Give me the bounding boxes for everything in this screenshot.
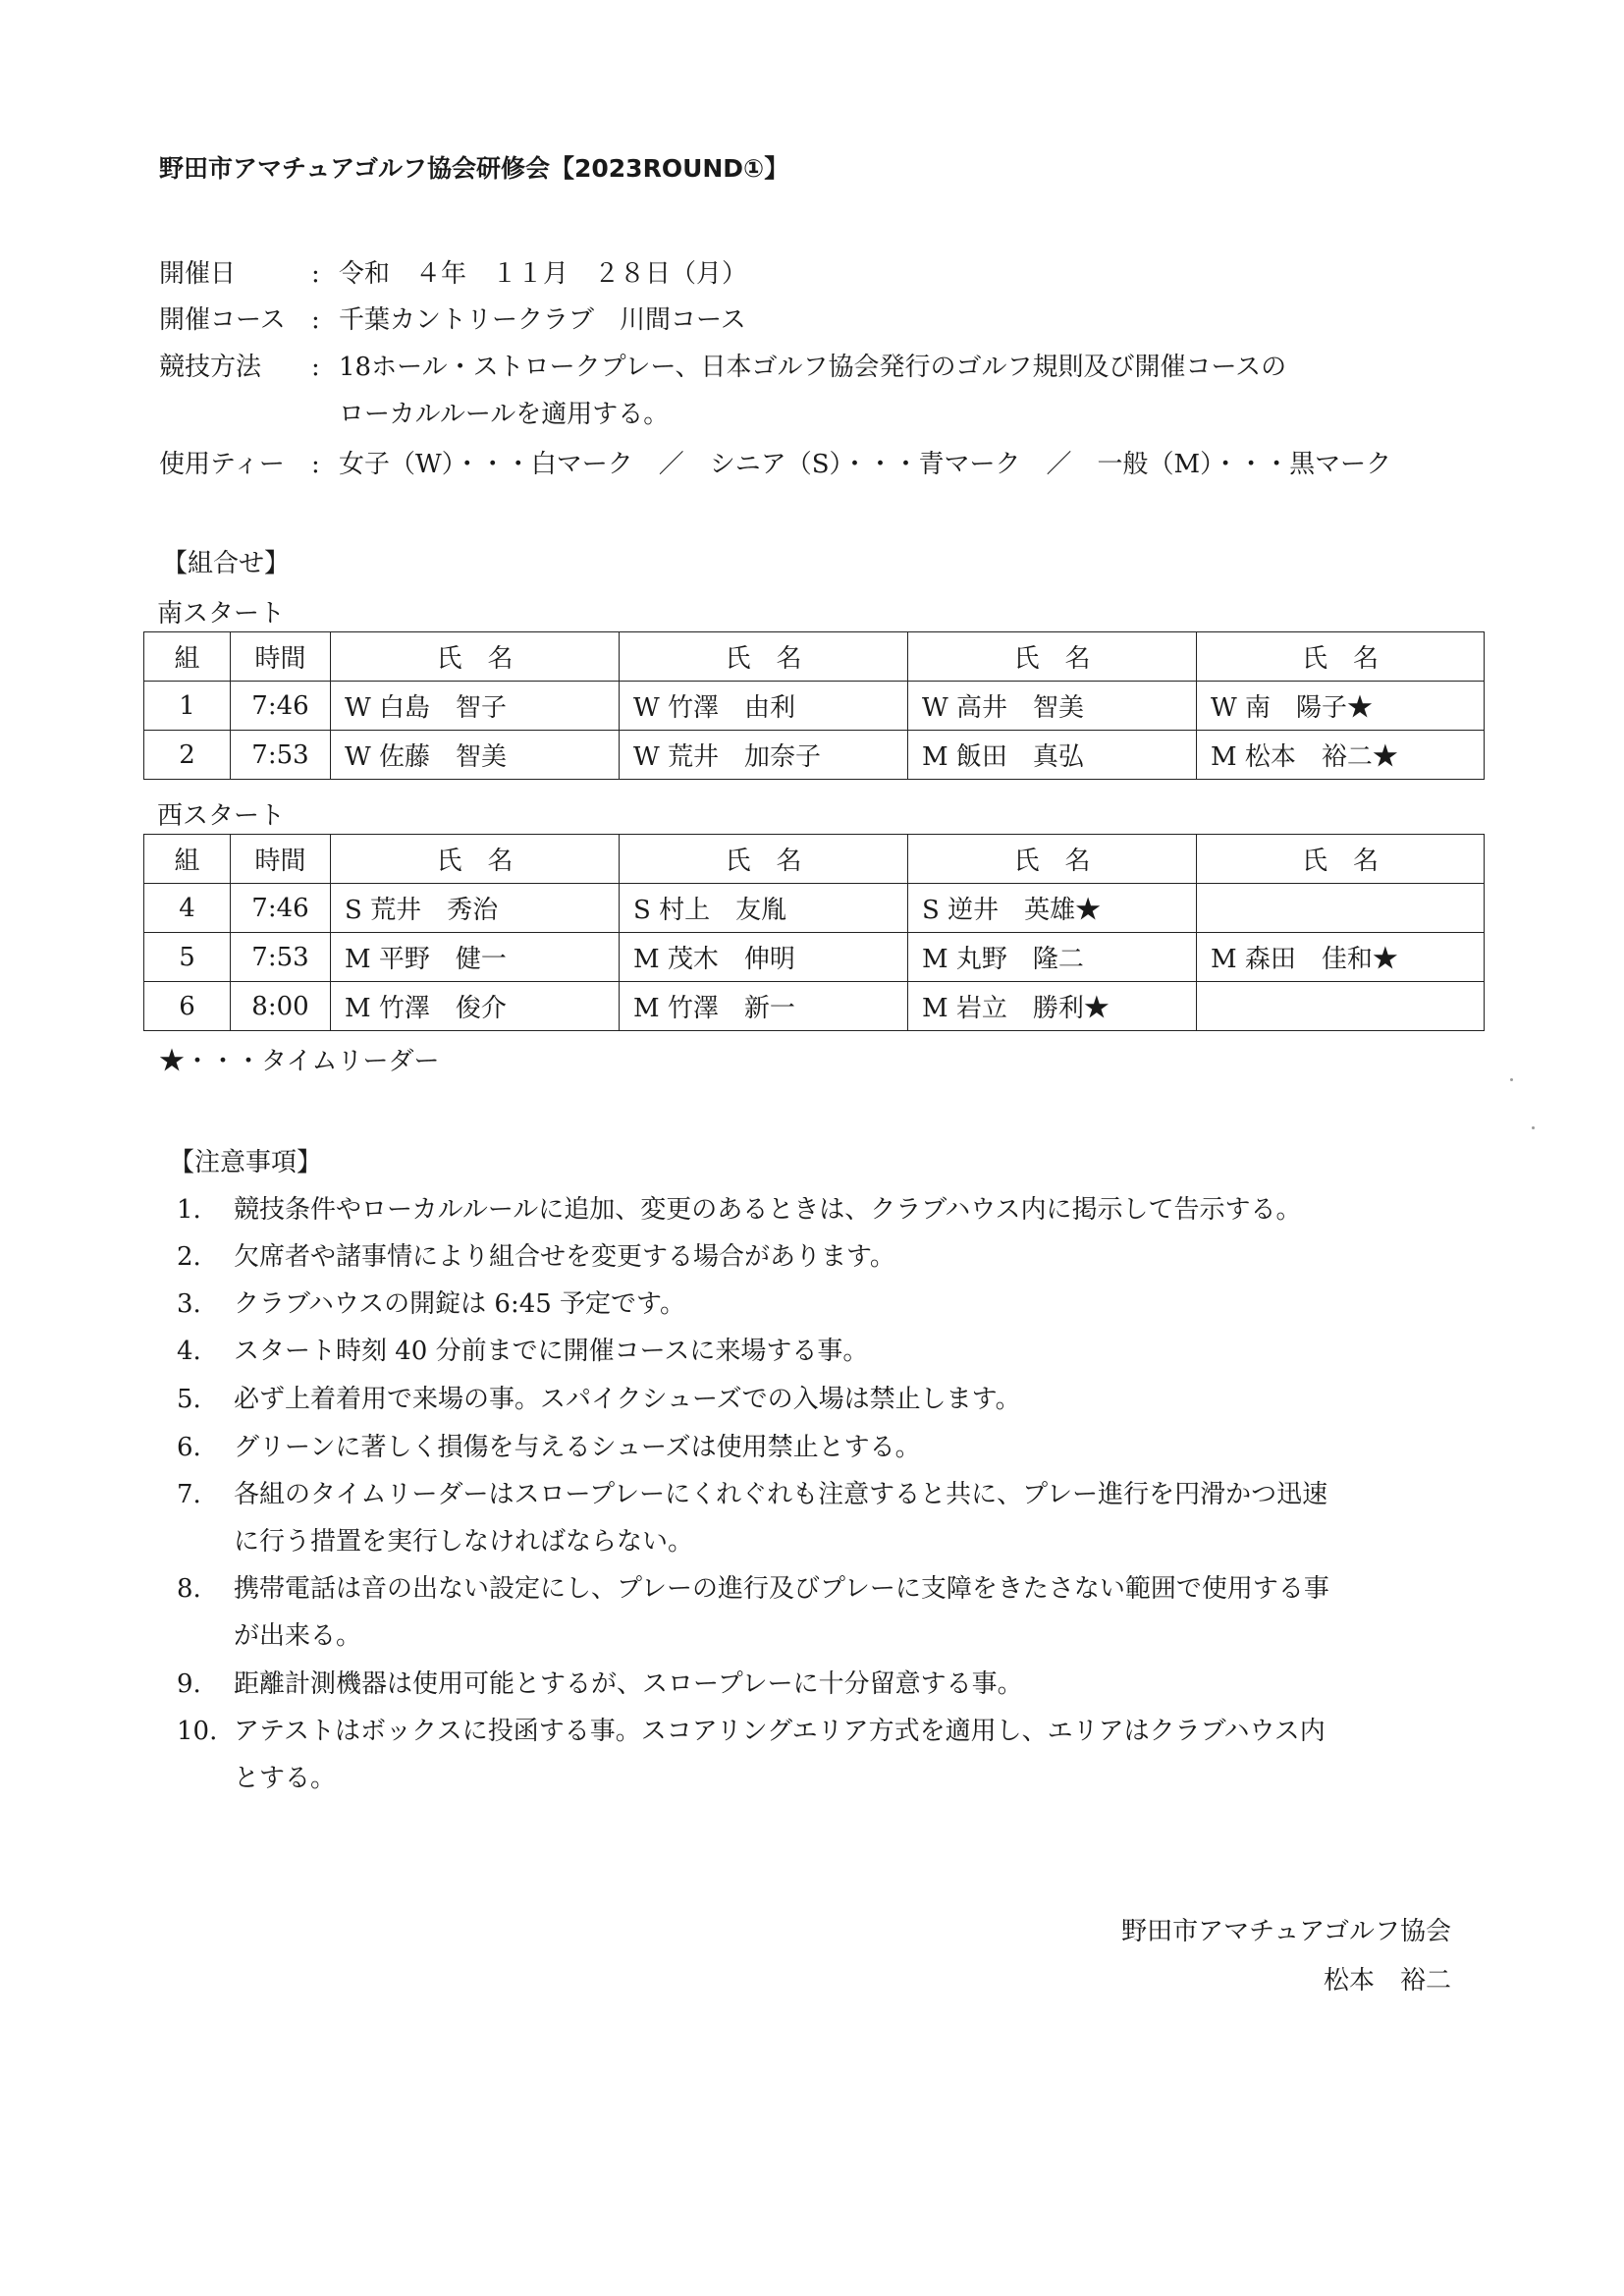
note-text: 競技条件やローカルルールに追加、変更のあるときは、クラブハウス内に掲示して告示する。 — [234, 1195, 1302, 1225]
player-name: M 竹澤 新一 — [620, 982, 908, 1031]
note-text-continued: に行う措置を実行しなければならない。 — [234, 1527, 694, 1557]
note-number: 8. — [177, 1574, 201, 1604]
tee-time: 7:46 — [231, 682, 331, 731]
note-item — [177, 1189, 1301, 1226]
note-text: アテストはボックスに投函する事。スコアリングエリア方式を適用し、エリアはクラブハウス内 — [234, 1717, 1326, 1746]
info-label: 開催コース — [159, 305, 286, 335]
tee-time: 7:46 — [231, 884, 331, 933]
scan-speck — [1510, 1078, 1513, 1081]
player-name: M 松本 裕二★ — [1197, 731, 1485, 780]
note-item — [177, 1379, 1021, 1415]
south-start-table — [143, 631, 1485, 780]
header-time: 時間 — [231, 632, 331, 682]
player-name: W 佐藤 智美 — [331, 731, 620, 780]
document-title: 野田市アマチュアゴルフ協会研修会【2023ROUND①】 — [159, 154, 789, 183]
note-text: クラブハウスの開錠は 6:45 予定です。 — [234, 1289, 685, 1319]
table-header-row — [144, 835, 1485, 884]
player-name: M 丸野 隆二 — [908, 933, 1197, 982]
note-item — [177, 1664, 1023, 1700]
info-separator: : — [311, 353, 320, 382]
table-header-row — [144, 632, 1485, 682]
note-text: 携帯電話は音の出ない設定にし、プレーの進行及びプレーに支障をきたさない範囲で使用する事 — [234, 1574, 1329, 1604]
note-number: 2. — [177, 1242, 201, 1272]
note-item — [177, 1568, 1329, 1605]
note-text: 距離計測機器は使用可能とするが、スロープレーに十分留意する事。 — [234, 1669, 1023, 1699]
signature-organization: 野田市アマチュアゴルフ協会 — [1121, 1917, 1451, 1946]
note-text: スタート時刻 40 分前までに開催コースに来場する事。 — [234, 1337, 869, 1366]
note-item — [177, 1331, 868, 1367]
table-row — [144, 682, 1485, 731]
note-text: 各組のタイムリーダーはスロープレーにくれぐれも注意すると共に、プレー進行を円滑かつ迅速 — [234, 1480, 1328, 1509]
group-number: 5 — [144, 933, 231, 982]
note-item — [177, 1427, 921, 1463]
info-row-format-continued — [159, 394, 669, 430]
player-name — [1197, 884, 1485, 933]
table-row — [144, 982, 1485, 1031]
player-name: W 南 陽子★ — [1197, 682, 1485, 731]
info-value: 18ホール・ストロークプレー、日本ゴルフ協会発行のゴルフ規則及び開催コースの — [339, 353, 1287, 382]
group-number: 6 — [144, 982, 231, 1031]
info-separator: : — [311, 259, 320, 289]
header-name: 氏 名 — [1197, 632, 1485, 682]
note-number: 5. — [177, 1385, 201, 1414]
note-number: 9. — [177, 1669, 201, 1699]
note-text: 必ず上着着用で来場の事。スパイクシューズでの入場は禁止します。 — [234, 1385, 1021, 1414]
west-start-table — [143, 834, 1485, 1031]
info-row-tees — [159, 444, 1391, 480]
tee-time: 8:00 — [231, 982, 331, 1031]
header-name: 氏 名 — [620, 835, 908, 884]
info-row-format — [159, 347, 1286, 383]
header-name: 氏 名 — [620, 632, 908, 682]
note-text: 欠席者や諸事情により組合せを変更する場合があります。 — [234, 1242, 895, 1272]
info-separator: : — [311, 450, 320, 479]
note-item — [177, 1284, 685, 1320]
header-name: 氏 名 — [908, 835, 1197, 884]
note-number: 4. — [177, 1337, 201, 1366]
header-name: 氏 名 — [331, 835, 620, 884]
table-row — [144, 731, 1485, 780]
info-value: ローカルルールを適用する。 — [339, 400, 670, 429]
tee-time: 7:53 — [231, 731, 331, 780]
info-row-date — [159, 253, 747, 290]
note-number: 10. — [177, 1717, 218, 1746]
info-row-course — [159, 300, 746, 336]
info-separator: : — [311, 305, 320, 335]
notes-heading: 【注意事項】 — [169, 1148, 323, 1177]
player-name: M 茂木 伸明 — [620, 933, 908, 982]
note-item — [177, 1236, 895, 1273]
header-name: 氏 名 — [331, 632, 620, 682]
player-name: M 飯田 真弘 — [908, 731, 1197, 780]
header-group: 組 — [144, 632, 231, 682]
info-value: 令和 ４年 １１月 ２８日（月） — [339, 259, 748, 289]
player-name: W 白島 智子 — [331, 682, 620, 731]
player-name: W 荒井 加奈子 — [620, 731, 908, 780]
group-number: 1 — [144, 682, 231, 731]
time-leader-legend: ★・・・タイムリーダー — [159, 1047, 440, 1076]
table-row — [144, 933, 1485, 982]
player-name — [1197, 982, 1485, 1031]
south-start-label: 南スタート — [157, 599, 286, 629]
tee-time: 7:53 — [231, 933, 331, 982]
groupings-heading: 【組合せ】 — [162, 549, 291, 578]
west-start-label: 西スタート — [157, 801, 286, 831]
player-name: M 竹澤 俊介 — [331, 982, 620, 1031]
group-number: 2 — [144, 731, 231, 780]
group-number: 4 — [144, 884, 231, 933]
note-number: 1. — [177, 1195, 201, 1225]
info-label: 開催日 — [159, 259, 237, 289]
player-name: M 岩立 勝利★ — [908, 982, 1197, 1031]
scan-speck — [1532, 1126, 1535, 1129]
player-name: S 荒井 秀治 — [331, 884, 620, 933]
table-row — [144, 884, 1485, 933]
player-name: M 平野 健一 — [331, 933, 620, 982]
note-text: グリーンに著しく損傷を与えるシューズは使用禁止とする。 — [234, 1433, 921, 1462]
header-group: 組 — [144, 835, 231, 884]
info-label: 使用ティー — [159, 450, 285, 479]
info-label: 競技方法 — [159, 353, 262, 382]
note-text-continued: が出来る。 — [234, 1621, 362, 1651]
header-name: 氏 名 — [1197, 835, 1485, 884]
note-item — [177, 1711, 1326, 1747]
note-item — [177, 1474, 1327, 1510]
info-value: 女子（W）・・・白マーク ／ シニア（S）・・・青マーク ／ 一般（M）・・・黒マーク — [339, 450, 1392, 479]
signature-name: 松本 裕二 — [1323, 1966, 1451, 1995]
note-text-continued: とする。 — [234, 1764, 337, 1793]
header-time: 時間 — [231, 835, 331, 884]
note-number: 3. — [177, 1289, 201, 1319]
info-value: 千葉カントリークラブ 川間コース — [339, 305, 746, 335]
player-name: W 竹澤 由利 — [620, 682, 908, 731]
player-name: S 逆井 英雄★ — [908, 884, 1197, 933]
player-name: W 高井 智美 — [908, 682, 1197, 731]
player-name: M 森田 佳和★ — [1197, 933, 1485, 982]
note-number: 6. — [177, 1433, 201, 1462]
note-number: 7. — [177, 1480, 201, 1509]
header-name: 氏 名 — [908, 632, 1197, 682]
player-name: S 村上 友胤 — [620, 884, 908, 933]
